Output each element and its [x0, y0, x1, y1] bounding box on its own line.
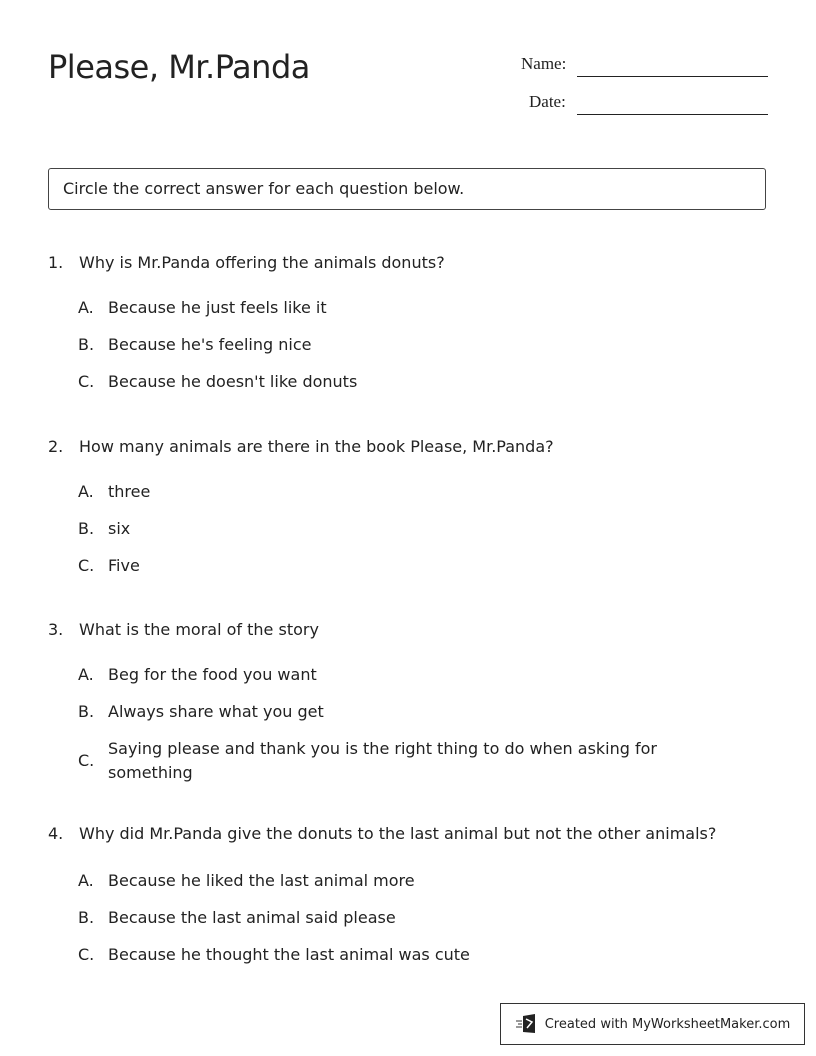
question-row: [48, 435, 748, 459]
date-label: Date:: [529, 92, 566, 111]
option-text: Because he doesn't like donuts: [108, 372, 358, 391]
option-text: Five: [108, 556, 140, 575]
answer-option[interactable]: [78, 554, 748, 578]
option-letter: A.: [78, 298, 94, 317]
answer-option[interactable]: [78, 869, 748, 893]
answer-option[interactable]: [78, 943, 748, 967]
question-row: [48, 822, 748, 846]
option-text: Because he just feels like it: [108, 298, 327, 317]
instructions-box: Circle the correct answer for each question below.: [48, 168, 766, 210]
option-letter: A.: [78, 482, 94, 501]
name-field[interactable]: [577, 76, 768, 77]
answer-option[interactable]: [78, 370, 748, 394]
option-letter: C.: [78, 751, 95, 770]
question-4: [48, 822, 748, 967]
option-text: Because the last animal said please: [108, 908, 396, 927]
question-number: 4.: [48, 824, 64, 843]
option-letter: C.: [78, 556, 95, 575]
option-text: Beg for the food you want: [108, 665, 317, 684]
page-title: Please, Mr.Panda: [48, 48, 310, 86]
answer-option[interactable]: [78, 333, 748, 357]
footer-text: Created with MyWorksheetMaker.com: [544, 1016, 791, 1032]
option-letter: A.: [78, 665, 94, 684]
option-letter: C.: [78, 372, 95, 391]
question-2: [48, 435, 748, 578]
option-letter: C.: [78, 945, 95, 964]
option-text: Always share what you get: [108, 702, 324, 721]
question-row: [48, 251, 748, 275]
answer-option[interactable]: [78, 296, 748, 320]
date-field[interactable]: [577, 114, 768, 115]
footer-badge[interactable]: [500, 1003, 805, 1045]
question-3: [48, 618, 748, 785]
option-text: six: [108, 519, 131, 538]
answer-option[interactable]: [78, 663, 748, 687]
option-text: Saying please and thank you is the right thing to do when asking for something: [108, 739, 657, 782]
option-letter: B.: [78, 908, 95, 927]
answer-option[interactable]: [78, 700, 748, 724]
question-text: Why is Mr.Panda offering the animals donuts?: [79, 253, 445, 272]
question-row: [48, 618, 748, 642]
question-number: 3.: [48, 620, 64, 639]
option-letter: B.: [78, 519, 95, 538]
option-text: three: [108, 482, 151, 501]
option-text: Because he thought the last animal was cute: [108, 945, 470, 964]
question-text: Why did Mr.Panda give the donuts to the last animal but not the other animals?: [79, 824, 717, 843]
option-text: Because he liked the last animal more: [108, 871, 415, 890]
question-number: 1.: [48, 253, 64, 272]
worksheet-logo-icon: [515, 1013, 539, 1035]
question-number: 2.: [48, 437, 64, 456]
option-letter: B.: [78, 335, 95, 354]
answer-option[interactable]: [78, 737, 748, 785]
answer-option[interactable]: [78, 517, 748, 541]
option-text: Because he's feeling nice: [108, 335, 312, 354]
question-text: How many animals are there in the book Please, Mr.Panda?: [79, 437, 554, 456]
option-letter: A.: [78, 871, 94, 890]
answer-option[interactable]: [78, 480, 748, 504]
answer-option[interactable]: [78, 906, 748, 930]
question-text: What is the moral of the story: [79, 620, 319, 639]
question-1: [48, 251, 748, 394]
option-letter: B.: [78, 702, 95, 721]
name-label: Name:: [521, 54, 567, 73]
